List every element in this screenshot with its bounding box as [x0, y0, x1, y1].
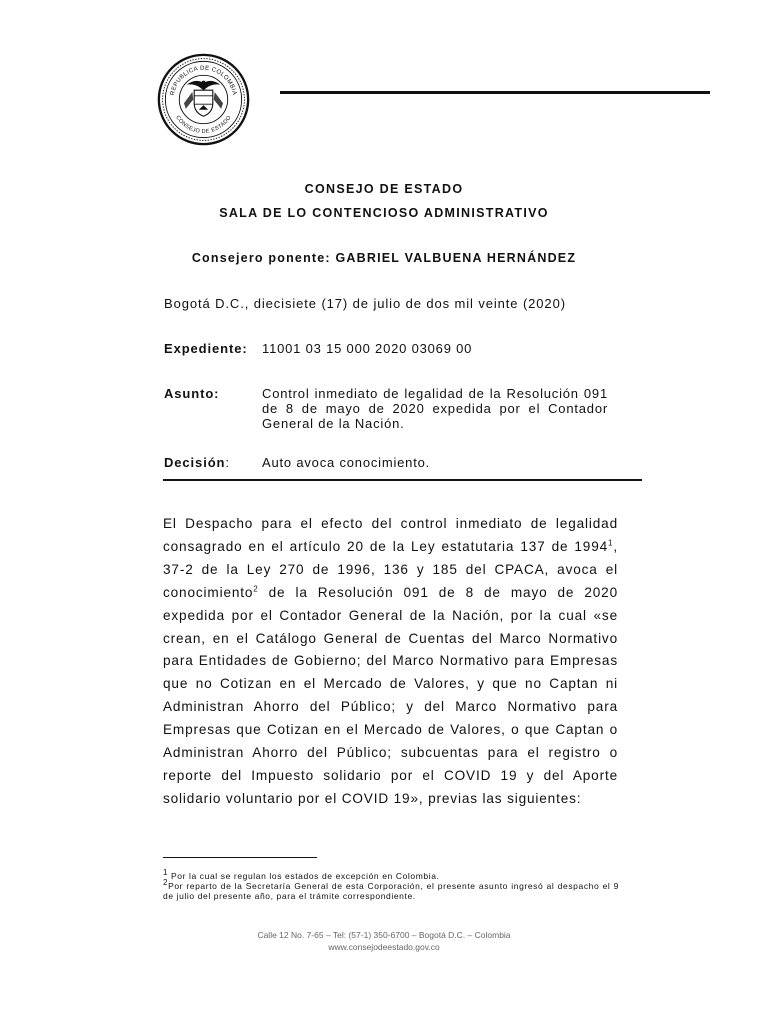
ponente-line — [0, 251, 768, 265]
footnote-2-text: Por reparto de la Secretaría General de esta Corporación, el presente asunto ingresó al despacho el 9 de julio del presente año, para el trámite correspondiente. — [163, 881, 619, 901]
body-text-part1: El Despacho para el efecto del control inmediato de legalidad consagrado en el artículo 20 de la Ley estatutaria 137 de 1994 — [163, 516, 618, 554]
decision-line — [164, 455, 230, 470]
decision-value: Auto avoca conocimiento. — [262, 455, 431, 470]
body-paragraph — [163, 513, 618, 811]
chamber-name: SALA DE LO CONTENCIOSO ADMINISTRATIVO — [219, 206, 549, 220]
seal-top-text: REPUBLICA DE COLOMBIA — [169, 65, 237, 96]
expediente-value: 11001 03 15 000 2020 03069 00 — [262, 341, 473, 356]
decision-label: Decisión — [164, 455, 226, 470]
footnotes — [163, 868, 619, 901]
footnote-2-number: 2 — [163, 878, 169, 888]
institution-name: CONSEJO DE ESTADO — [304, 182, 464, 196]
consejo-de-estado-seal — [157, 53, 250, 146]
seal-bottom-text: CONSEJO DE ESTADO — [174, 114, 233, 136]
footnote-ref-1: 1 — [608, 538, 614, 548]
asunto-value: Control inmediato de legalidad de la Resolución 091 de 8 de mayo de 2020 expedida por el Contador General de la Nación. — [262, 386, 608, 431]
header-rule — [280, 91, 710, 94]
footer-address: Calle 12 No. 7-65 – Tel: (57-1) 350-6700 – Bogotá D.C. – Colombia — [257, 930, 511, 940]
footnote-1 — [163, 868, 619, 881]
footnote-1-text: Por la cual se regulan los estados de excepción en Colombia. — [168, 871, 440, 881]
footnote-rule — [163, 857, 317, 858]
footnote-1-number: 1 — [163, 868, 169, 878]
footnote-2 — [163, 878, 619, 901]
footnote-ref-2: 2 — [253, 584, 259, 594]
decision-colon: : — [225, 455, 230, 470]
date-line: Bogotá D.C., diecisiete (17) de julio de dos mil veinte (2020) — [164, 296, 566, 311]
ponente-name: GABRIEL VALBUENA HERNÁNDEZ — [335, 251, 577, 265]
asunto-label: Asunto: — [164, 386, 220, 401]
footer-website: www.consejodeestado.gov.co — [328, 942, 440, 952]
body-text-part2: , 37-2 de la Ley 270 de 1996, 136 y 185 del CPACA, avoca el conocimiento — [163, 538, 618, 600]
ponente-label: Consejero ponente: — [191, 251, 331, 265]
section-separator — [163, 479, 642, 481]
body-text-part3: de la Resolución 091 de 8 de mayo de 2020 expedida por el Contador General de la Nación, por la cual «se crean, en el Catálogo General de Cuentas del Marco Normativo para Entidades de Gobierno; del Marco Normativo para Empresas que no Cotizan en el Mercado de Valores, y que no Captan ni Administran Ahorro del Público; y del Marco Normativo para Empresas que Cotizan en el Mercado de Valores, o que Captan o Administran Ahorro del Público; subcuentas para el registro o reporte del Impuesto solidario por el COVID 19 y del Aporte solidario voluntario por el COVID 19», previas las siguientes: — [163, 584, 618, 806]
expediente-label: Expediente: — [164, 341, 248, 356]
